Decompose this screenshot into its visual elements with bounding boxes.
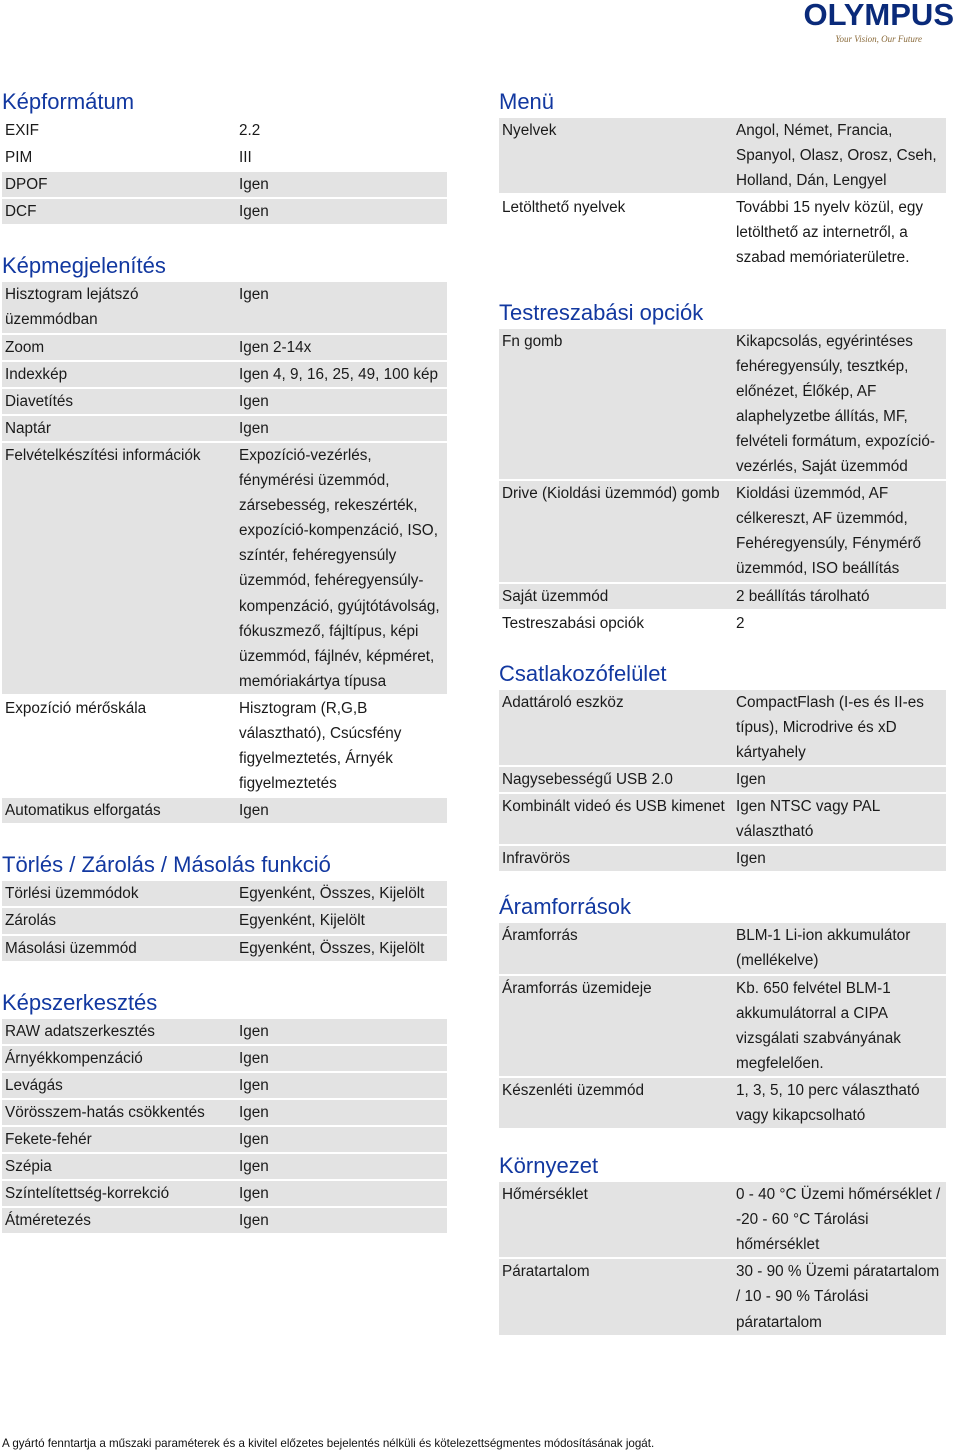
- section-title: Képszerkesztés: [2, 989, 158, 1015]
- spec-label: RAW adatszerkesztés: [2, 1019, 236, 1044]
- spec-table: [2, 280, 447, 825]
- spec-label: Vörösszem-hatás csökkentés: [2, 1100, 236, 1125]
- spec-label: Törlési üzemmódok: [2, 881, 236, 906]
- spec-label: Áramforrás üzemideje: [499, 976, 733, 1076]
- spec-value: Igen NTSC vagy PAL választható: [733, 794, 946, 844]
- spec-label: Adattároló eszköz: [499, 690, 733, 765]
- spec-value: Igen: [236, 1208, 447, 1233]
- spec-section: [499, 660, 946, 874]
- spec-label: Hisztogram lejátszó üzemmódban: [2, 282, 236, 332]
- logo-tagline: Your Vision, Our Future: [835, 34, 922, 44]
- spec-row: [2, 1073, 447, 1098]
- spec-value: Igen: [236, 389, 447, 414]
- spec-row: [499, 767, 946, 792]
- spec-section: [499, 299, 946, 638]
- spec-label: DPOF: [2, 172, 236, 197]
- spec-label: Áramforrás: [499, 923, 733, 973]
- right-column: [499, 88, 946, 1337]
- spec-row: [499, 329, 946, 480]
- spec-table: [2, 1017, 447, 1236]
- spec-value: Egyenként, Összes, Kijelölt: [236, 936, 447, 961]
- spec-value: Igen: [236, 282, 447, 332]
- spec-value: Expozíció-vezérlés, fénymérési üzemmód, zársebesség, rekeszérték, expozíció-kompenzáció, ISO, színtér, fehéregyensúly üzemmód, fehéregyensúly-kompenzáció, gyújtótávolság, fókuszmező, fájltípus, képi üzemmód, fájlnév, képméret, memóriakártya típusa: [236, 443, 447, 694]
- spec-label: Fn gomb: [499, 329, 733, 480]
- spec-value: 2.2: [239, 122, 261, 139]
- spec-value: Igen: [236, 1154, 447, 1179]
- spec-table: [499, 688, 946, 874]
- spec-row: [499, 1078, 946, 1128]
- spec-row: [2, 172, 447, 197]
- spec-row: [2, 1046, 447, 1071]
- spec-label: Színtelítettség-korrekció: [2, 1181, 236, 1206]
- spec-row: [499, 1259, 946, 1334]
- spec-label: Átméretezés: [2, 1208, 236, 1233]
- spec-value: III: [239, 149, 252, 167]
- spec-label: Páratartalom: [499, 1259, 733, 1334]
- spec-table: [499, 1180, 946, 1337]
- section-title: Képmegjelenítés: [2, 253, 166, 279]
- spec-row: [2, 443, 447, 694]
- spec-value: Igen 4, 9, 16, 25, 49, 100 kép: [236, 362, 447, 387]
- spec-value: 1, 3, 5, 10 perc választható vagy kikapcsolható: [733, 1078, 946, 1128]
- spec-label: Nagysebességű USB 2.0: [499, 767, 733, 792]
- spec-row: [499, 794, 946, 844]
- spec-section: [2, 851, 447, 962]
- spec-section: [2, 252, 447, 825]
- spec-label: PIM: [5, 149, 33, 167]
- spec-value: Igen: [236, 798, 447, 823]
- logo-text: OLYMPUS: [803, 0, 954, 32]
- spec-value: Egyenként, Összes, Kijelölt: [236, 881, 447, 906]
- spec-row: [2, 145, 447, 170]
- spec-row: [499, 195, 946, 270]
- spec-row: [2, 362, 447, 387]
- spec-row: [499, 923, 946, 973]
- spec-section: [499, 1152, 946, 1337]
- spec-section: [499, 88, 946, 273]
- spec-value: Angol, Német, Francia, Spanyol, Olasz, Orosz, Cseh, Holland, Dán, Lengyel: [733, 118, 946, 193]
- spec-label: Másolási üzemmód: [2, 936, 236, 961]
- spec-value: Igen: [236, 416, 447, 441]
- spec-value: Igen: [236, 1019, 447, 1044]
- spec-row: [2, 798, 447, 823]
- spec-row: [2, 908, 447, 933]
- spec-value: Kioldási üzemmód, AF célkereszt, AF üzemmód, Fehéregyensúly, Fénymérő üzemmód, ISO beállítás: [733, 481, 946, 581]
- spec-label: Infravörös: [499, 846, 733, 871]
- section-title: Törlés / Zárolás / Másolás funkció: [2, 852, 331, 878]
- spec-value: Igen: [733, 846, 946, 871]
- spec-value: Igen: [236, 1127, 447, 1152]
- spec-row: [2, 282, 447, 332]
- spec-row: [499, 611, 946, 636]
- spec-row: [2, 335, 447, 360]
- spec-table: [499, 327, 946, 638]
- spec-row: [2, 1154, 447, 1179]
- spec-label: Kombinált videó és USB kimenet: [499, 794, 733, 844]
- spec-value: Hisztogram (R,G,B választható), Csúcsfény figyelmeztetés, Árnyék figyelmeztetés: [239, 699, 402, 793]
- spec-label: Árnyékkompenzáció: [2, 1046, 236, 1071]
- section-title: Csatlakozófelület: [499, 660, 667, 686]
- spec-value: Egyenként, Kijelölt: [236, 908, 447, 933]
- spec-row: [2, 696, 447, 796]
- spec-row: [499, 846, 946, 871]
- spec-row: [499, 118, 946, 193]
- footer-disclaimer: A gyártó fenntartja a műszaki paraméterek és a kivitel előzetes bejelentés nélküli és kötelezettségmentes módosításának jogát.: [2, 1437, 655, 1450]
- spec-value: Igen 2-14x: [236, 335, 447, 360]
- spec-label: EXIF: [5, 122, 39, 139]
- spec-row: [2, 936, 447, 961]
- spec-label: Letölthető nyelvek: [502, 199, 626, 217]
- left-column: [2, 88, 447, 1235]
- spec-value: Igen: [236, 1046, 447, 1071]
- spec-label: Indexkép: [2, 362, 236, 387]
- spec-label: Testreszabási opciók: [502, 614, 644, 632]
- section-title: Áramforrások: [499, 894, 632, 920]
- spec-value: Igen: [236, 1100, 447, 1125]
- spec-row: [2, 389, 447, 414]
- spec-value: További 15 nyelv közül, egy letölthető az internetről, a szabad memóriaterületre.: [736, 199, 924, 267]
- spec-label: Fekete-fehér: [2, 1127, 236, 1152]
- spec-value: 30 - 90 % Üzemi páratartalom / 10 - 90 % Tárolási páratartalom: [733, 1259, 946, 1334]
- spec-table: [499, 116, 946, 273]
- spec-row: [499, 584, 946, 609]
- spec-row: [2, 199, 447, 224]
- spec-row: [2, 416, 447, 441]
- spec-label: Felvételkészítési információk: [2, 443, 236, 694]
- spec-section: [499, 893, 946, 1130]
- spec-row: [2, 1100, 447, 1125]
- spec-label: Zoom: [2, 335, 236, 360]
- spec-value: CompactFlash (I-es és II-es típus), Microdrive és xD kártyahely: [733, 690, 946, 765]
- spec-label: Saját üzemmód: [499, 584, 733, 609]
- spec-label: Diavetítés: [2, 389, 236, 414]
- spec-row: [499, 481, 946, 581]
- spec-label: Szépia: [2, 1154, 236, 1179]
- spec-row: [499, 1182, 946, 1257]
- spec-value: 2 beállítás tárolható: [733, 584, 946, 609]
- spec-row: [499, 690, 946, 765]
- spec-section: [2, 88, 447, 226]
- spec-row: [2, 118, 447, 143]
- spec-label: Nyelvek: [499, 118, 733, 193]
- spec-value: 2: [736, 614, 745, 632]
- spec-section: [2, 989, 447, 1236]
- spec-row: [2, 881, 447, 906]
- section-title: Testreszabási opciók: [499, 299, 704, 325]
- spec-value: Igen: [733, 767, 946, 792]
- spec-row: [2, 1127, 447, 1152]
- spec-row: [2, 1208, 447, 1233]
- spec-row: [499, 976, 946, 1076]
- spec-table: [2, 879, 447, 962]
- spec-label: Zárolás: [2, 908, 236, 933]
- spec-label: Naptár: [2, 416, 236, 441]
- spec-label: Drive (Kioldási üzemmód) gomb: [499, 481, 733, 581]
- spec-row: [2, 1181, 447, 1206]
- spec-row: [2, 1019, 447, 1044]
- section-title: Menü: [499, 89, 555, 114]
- spec-value: Igen: [236, 199, 447, 224]
- spec-label: Levágás: [2, 1073, 236, 1098]
- spec-table: [2, 116, 447, 226]
- spec-value: Igen: [236, 172, 447, 197]
- spec-value: 0 - 40 °C Üzemi hőmérséklet / -20 - 60 °C Tárolási hőmérséklet: [733, 1182, 946, 1257]
- spec-table: [499, 921, 946, 1130]
- spec-value: BLM-1 Li-ion akkumulátor (mellékelve): [733, 923, 946, 973]
- spec-value: Igen: [236, 1073, 447, 1098]
- spec-value: Kikapcsolás, egyérintéses fehéregyensúly, tesztkép, előnézet, Élőkép, AF alaphelyzetbe állítás, MF, felvételi formátum, expozíció-vezérlés, Saját üzemmód: [733, 329, 946, 480]
- section-title: Környezet: [499, 1153, 599, 1179]
- section-title: Képformátum: [2, 89, 135, 114]
- olympus-logo: [786, 0, 960, 52]
- spec-label: Készenléti üzemmód: [499, 1078, 733, 1128]
- spec-value: Igen: [236, 1181, 447, 1206]
- spec-label: Expozíció mérőskála: [5, 699, 147, 717]
- spec-label: Automatikus elforgatás: [2, 798, 236, 823]
- spec-label: Hőmérséklet: [499, 1182, 733, 1257]
- spec-label: DCF: [2, 199, 236, 224]
- spec-value: Kb. 650 felvétel BLM-1 akkumulátorral a CIPA vizsgálati szabványának megfelelően.: [733, 976, 946, 1076]
